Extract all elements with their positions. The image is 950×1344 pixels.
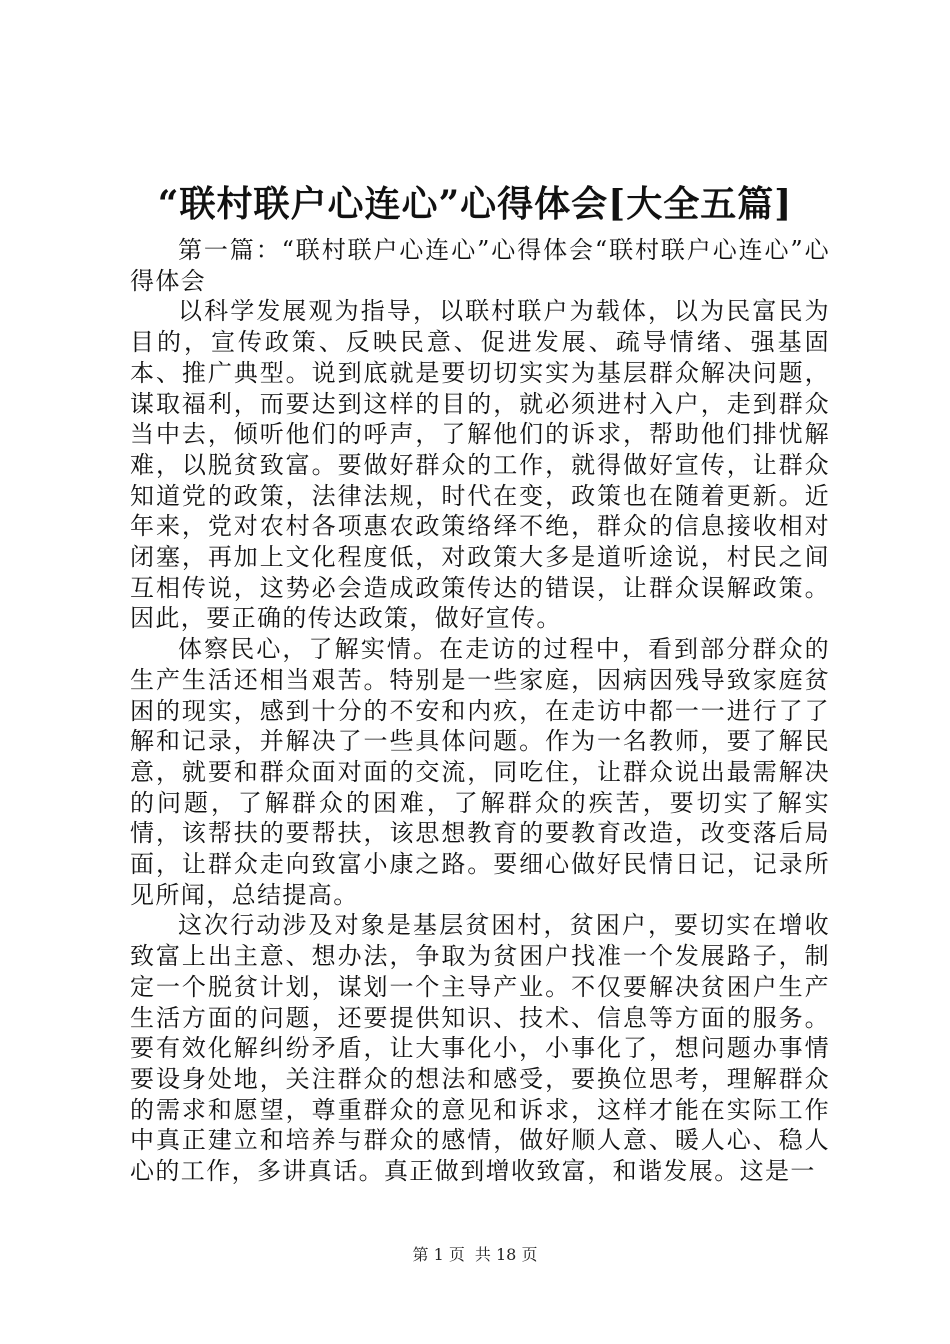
page-total: 共 18 页	[474, 1245, 538, 1264]
document-body	[130, 235, 830, 1187]
page-number: 第 1 页	[412, 1245, 465, 1264]
paragraph-heading: 第一篇：“联村联户心连心”心得体会“联村联户心连心”心得体会	[130, 236, 830, 295]
page-footer	[0, 1244, 950, 1266]
paragraph: 体察民心，了解实情。在走访的过程中，看到部分群众的生产生活还相当艰苦。特别是一些家庭，因病因残导致家庭贫困的现实，感到十分的不安和内疚，在走访中都一一进行了了解和记录，并解决了一些具体问题。作为一名教师，要了解民意，就要和群众面对面的交流，同吃住，让群众说出最需解决的问题，了解群众的困难，了解群众的疾苦，要切实了解实情，该帮扶的要帮扶，该思想教育的要教育改造，改变落后局面，让群众走向致富小康之路。要细心做好民情日记，记录所见所闻，总结提高。	[130, 635, 830, 909]
document-title: “联村联户心连心”心得体会[大全五篇]	[157, 183, 793, 225]
paragraph: 以科学发展观为指导，以联村联户为载体，以为民富民为目的，宣传政策、反映民意、促进发展、疏导情绪、强基固本、推广典型。说到底就是要切切实实为基层群众解决问题，谋取福利，而要达到这样的目的，就必须进村入户，走到群众当中去，倾听他们的呼声，了解他们的诉求，帮助他们排忧解难，以脱贫致富。要做好群众的工作，就得做好宣传，让群众知道党的政策，法律法规，时代在变，政策也在随着更新。近年来，党对农村各项惠农政策络绎不绝，群众的信息接收相对闭塞，再加上文化程度低，对政策大多是道听途说，村民之间互相传说，这势必会造成政策传达的错误，让群众误解政策。因此，要正确的传达政策，做好宣传。	[130, 297, 830, 633]
paragraph: 这次行动涉及对象是基层贫困村，贫困户，要切实在增收致富上出主意、想办法，争取为贫困户找准一个发展路子，制定一个脱贫计划，谋划一个主导产业。不仅要解决贫困户生产生活方面的问题，还要提供知识、技术、信息等方面的服务。要有效化解纠纷矛盾，让大事化小，小事化了，想问题办事情要设身处地，关注群众的想法和感受，要换位思考，理解群众的需求和愿望，尊重群众的意见和诉求，这样才能在实际工作中真正建立和培养与群众的感情，做好顺人意、暖人心、稳人心的工作，多讲真话。真正做到增收致富，和谐发展。这是一	[130, 911, 830, 1186]
